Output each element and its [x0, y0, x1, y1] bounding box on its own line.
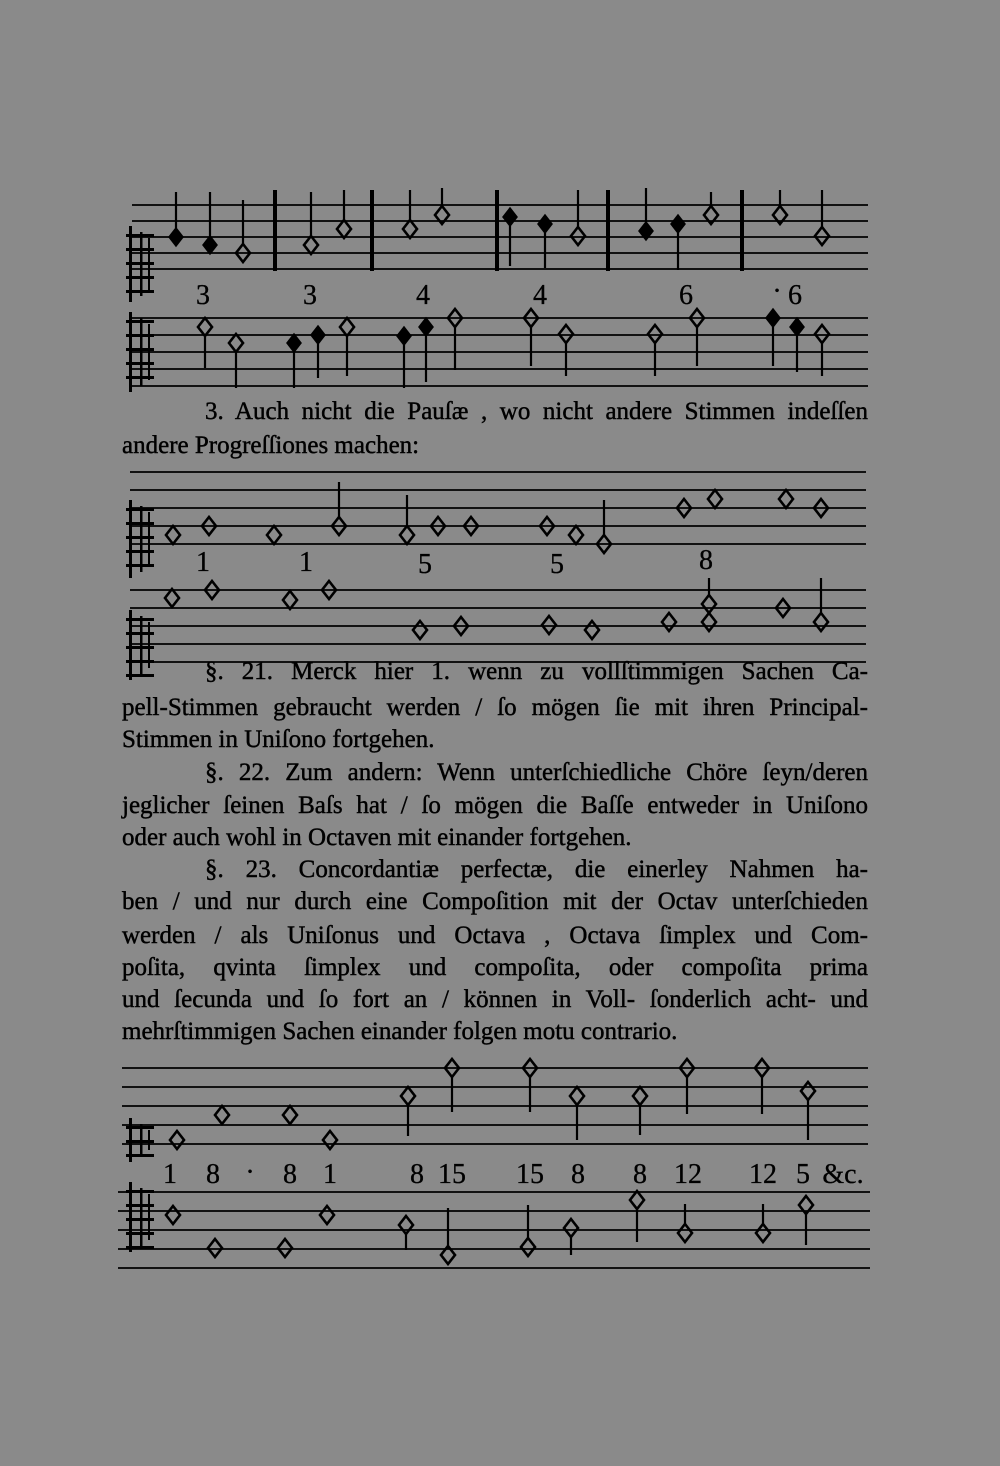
- section-23-line: werden / als Uniſonus und Octava , Octava ſimplex und Com-: [122, 922, 868, 949]
- section-23-line: poſita, qvinta ſimplex und compoſita, oder compoſita prima: [122, 954, 868, 981]
- clef-stroke: [126, 248, 154, 251]
- note-head: [678, 1224, 692, 1242]
- note-head: [630, 1191, 644, 1209]
- white-note: [413, 621, 427, 639]
- black-note: [766, 309, 780, 366]
- note-head: [170, 1131, 184, 1149]
- note-head: [542, 616, 556, 634]
- white-note: [166, 1206, 180, 1224]
- white-note: [399, 1216, 413, 1250]
- note-head: [397, 327, 411, 345]
- note-head: [287, 334, 301, 352]
- clef-stroke: [126, 234, 154, 237]
- figured-bass-numeral: 12: [749, 1159, 777, 1190]
- white-note: [198, 318, 212, 368]
- clef-stroke: [140, 1188, 143, 1246]
- white-note: [435, 188, 449, 224]
- white-note: [569, 526, 583, 544]
- note-head: [399, 1216, 413, 1234]
- note-head: [283, 591, 297, 609]
- white-note: [773, 190, 787, 224]
- white-note: [340, 318, 354, 376]
- lower-staff: [126, 309, 868, 392]
- black-note: [287, 334, 301, 388]
- white-note: [523, 1059, 537, 1112]
- clef-stroke: [126, 522, 154, 525]
- barline: [495, 190, 499, 271]
- clef-stroke: [126, 1126, 154, 1129]
- figured-bass-numeral: 4: [416, 280, 430, 311]
- clef-sign: [126, 610, 154, 680]
- white-note: [585, 621, 599, 639]
- note-head: [814, 613, 828, 631]
- clef-stroke: [126, 262, 154, 265]
- note-head: [503, 208, 517, 226]
- note-head: [521, 1238, 535, 1256]
- white-note: [283, 1106, 297, 1124]
- figured-bass-dot: ·: [772, 276, 782, 307]
- black-note: [169, 192, 183, 246]
- black-note: [419, 318, 433, 382]
- note-head: [267, 526, 281, 544]
- note-head: [400, 526, 414, 544]
- note-head: [283, 1106, 297, 1124]
- clef-stroke: [126, 290, 154, 293]
- section-21-line: Stimmen in Uniſono fortgehen.: [122, 726, 435, 753]
- clef-stroke: [126, 348, 154, 351]
- figured-bass-numeral: 1: [196, 547, 210, 578]
- clef-stroke: [126, 1218, 154, 1221]
- clef-stroke: [126, 376, 154, 379]
- figured-bass-numeral: 8: [283, 1159, 297, 1190]
- clef-stroke: [129, 312, 132, 392]
- section-23-line: §. 23. Concordantiæ perfectæ, die einerley Nahmen ha-: [205, 856, 868, 883]
- music-example-2: [126, 472, 866, 680]
- figured-bass-numeral: 5: [550, 549, 564, 580]
- figured-bass-numeral: 3: [196, 280, 210, 311]
- note-head: [166, 526, 180, 544]
- barline: [273, 190, 277, 271]
- note-head: [208, 1239, 222, 1257]
- clef-sign: [126, 312, 154, 392]
- white-note: [401, 1087, 415, 1136]
- section-23-line: mehrſtimmigen Sachen einander folgen motu contrario.: [122, 1018, 678, 1045]
- clef-stroke: [126, 618, 154, 621]
- clef-stroke: [126, 632, 154, 635]
- clef-stroke: [126, 536, 154, 539]
- clef-stroke: [126, 320, 154, 323]
- figured-bass-numeral: 4: [533, 280, 547, 311]
- white-note: [570, 1087, 584, 1140]
- clef-stroke: [126, 646, 154, 649]
- clef-stroke: [126, 1232, 154, 1235]
- note-head: [337, 220, 351, 238]
- note-head: [671, 215, 685, 233]
- upper-staff: [126, 472, 866, 578]
- lower-staff: [118, 1182, 870, 1268]
- upper-staff: [126, 188, 868, 302]
- figured-bass-numeral: 5: [418, 549, 432, 580]
- clef-stroke: [126, 1154, 154, 1157]
- et-cetera-mark: &c.: [822, 1159, 864, 1190]
- note-head: [559, 325, 573, 343]
- note-head: [320, 1206, 334, 1224]
- note-head: [166, 1206, 180, 1224]
- white-note: [542, 616, 556, 634]
- white-note: [166, 526, 180, 544]
- white-note: [814, 578, 828, 631]
- black-note: [671, 215, 685, 270]
- white-note: [445, 1059, 459, 1112]
- white-note: [702, 613, 716, 631]
- note-head: [702, 595, 716, 613]
- note-head: [815, 227, 829, 245]
- white-note: [337, 190, 351, 238]
- note-head: [413, 621, 427, 639]
- figured-bass-numeral: 15: [516, 1159, 544, 1190]
- white-note: [323, 1131, 337, 1149]
- upper-staff: [122, 1059, 868, 1162]
- black-note: [790, 318, 804, 372]
- note-head: [419, 318, 433, 336]
- note-head: [278, 1239, 292, 1257]
- white-note: [678, 1204, 692, 1242]
- clef-stroke: [126, 674, 154, 677]
- figured-bass-numeral: 5: [796, 1159, 810, 1190]
- figured-bass-numeral: 15: [438, 1159, 466, 1190]
- clef-stroke: [126, 550, 154, 553]
- clef-stroke: [126, 564, 154, 567]
- white-note: [278, 1239, 292, 1257]
- white-note: [799, 1196, 813, 1245]
- section-23-line: und ſecunda und ſo fort an / können in Voll- ſonderlich acht- und: [122, 986, 868, 1013]
- white-note: [170, 1131, 184, 1149]
- black-note: [639, 188, 653, 240]
- white-note: [208, 1239, 222, 1257]
- section-21-line: §. 21. Merck hier 1. wenn zu vollſtimmigen Sachen Ca-: [205, 658, 868, 685]
- note-head: [401, 1087, 415, 1105]
- clef-stroke: [148, 324, 150, 380]
- clef-stroke: [140, 318, 143, 386]
- rule-3-line: 3. Auch nicht die Pauſæ , wo nicht andere Stimmen indeſſen: [205, 398, 868, 425]
- clef-stroke: [126, 508, 154, 511]
- note-head: [633, 1087, 647, 1105]
- note-head: [323, 1131, 337, 1149]
- black-note: [538, 215, 552, 268]
- note-head: [403, 220, 417, 238]
- figured-bass-numeral: 8: [206, 1159, 220, 1190]
- figured-bass-numeral: 6: [679, 280, 693, 311]
- note-head: [815, 325, 829, 343]
- figured-bass-numeral: 3: [303, 280, 317, 311]
- figured-bass-numeral: 8: [699, 545, 713, 576]
- clef-stroke: [126, 1204, 154, 1207]
- note-head: [311, 326, 325, 344]
- white-note: [165, 589, 179, 607]
- note-head: [203, 236, 217, 254]
- note-head: [215, 1106, 229, 1124]
- note-head: [708, 490, 722, 508]
- white-note: [633, 1087, 647, 1135]
- white-note: [215, 1106, 229, 1124]
- figured-bass-numeral: 8: [571, 1159, 585, 1190]
- white-note: [801, 1082, 815, 1140]
- barline: [370, 190, 374, 271]
- figured-bass-numeral: 8: [633, 1159, 647, 1190]
- barline: [740, 190, 744, 271]
- clef-stroke: [126, 362, 154, 365]
- clef-stroke: [126, 660, 154, 663]
- black-note: [397, 327, 411, 388]
- note-head: [702, 613, 716, 631]
- section-22-line: §. 22. Zum andern: Wenn unterſchiedliche Chöre ſeyn/deren: [205, 759, 868, 786]
- white-note: [708, 490, 722, 508]
- note-head: [766, 309, 780, 327]
- white-note: [400, 495, 414, 544]
- note-head: [564, 1219, 578, 1237]
- section-23-line: ben / und nur durch eine Compoſition mit der Octav unterſchieden: [122, 888, 868, 915]
- note-head: [648, 325, 662, 343]
- note-head: [198, 318, 212, 336]
- white-note: [229, 334, 243, 388]
- white-note: [704, 192, 718, 224]
- figured-bass-numeral: 1: [299, 547, 313, 578]
- music-example-1: [126, 188, 868, 392]
- figured-bass-numeral: 8: [410, 1159, 424, 1190]
- white-note: [304, 192, 318, 254]
- barline: [606, 190, 610, 271]
- note-head: [662, 613, 676, 631]
- section-22-line: oder auch wohl in Octaven mit einander fortgehen.: [122, 824, 632, 851]
- figured-bass-numeral: 12: [674, 1159, 702, 1190]
- clef-stroke: [126, 276, 154, 279]
- white-note: [283, 591, 297, 609]
- note-head: [790, 318, 804, 336]
- clef-sign: [126, 500, 154, 578]
- figured-bass-numeral: 1: [323, 1159, 337, 1190]
- clef-stroke: [126, 1140, 154, 1143]
- note-head: [165, 589, 179, 607]
- note-head: [304, 236, 318, 254]
- clef-stroke: [126, 334, 154, 337]
- clef-stroke: [126, 1246, 154, 1249]
- figured-bass-numeral: 1: [163, 1159, 177, 1190]
- clef-sign: [126, 1182, 154, 1252]
- note-head: [229, 334, 243, 352]
- white-note: [403, 190, 417, 238]
- figured-bass-dot: ·: [245, 1157, 255, 1188]
- clef-stroke: [140, 616, 143, 674]
- figured-bass-numeral: 6: [788, 280, 802, 311]
- white-note: [779, 490, 793, 508]
- section-21-line: pell-Stimmen gebraucht werden / ſo mögen ſie mit ihren Principal-: [122, 694, 868, 721]
- note-head: [169, 228, 183, 246]
- white-note: [630, 1191, 644, 1242]
- clef-stroke: [126, 1190, 154, 1193]
- note-head: [569, 526, 583, 544]
- white-note: [441, 1208, 455, 1264]
- note-head: [570, 1087, 584, 1105]
- note-head: [779, 490, 793, 508]
- note-head: [340, 318, 354, 336]
- note-head: [571, 227, 585, 245]
- rule-3-line: andere Progreſſiones machen:: [122, 432, 420, 459]
- section-22-line: jeglicher ſeinen Baſs hat / ſo mögen die Baſſe entweder in Uniſono: [122, 792, 868, 819]
- note-head: [756, 1224, 770, 1242]
- white-note: [267, 526, 281, 544]
- note-head: [585, 621, 599, 639]
- white-note: [662, 613, 676, 631]
- black-note: [203, 192, 217, 254]
- white-note: [756, 1204, 770, 1242]
- white-note: [320, 1206, 334, 1224]
- note-head: [538, 215, 552, 233]
- note-head: [801, 1082, 815, 1100]
